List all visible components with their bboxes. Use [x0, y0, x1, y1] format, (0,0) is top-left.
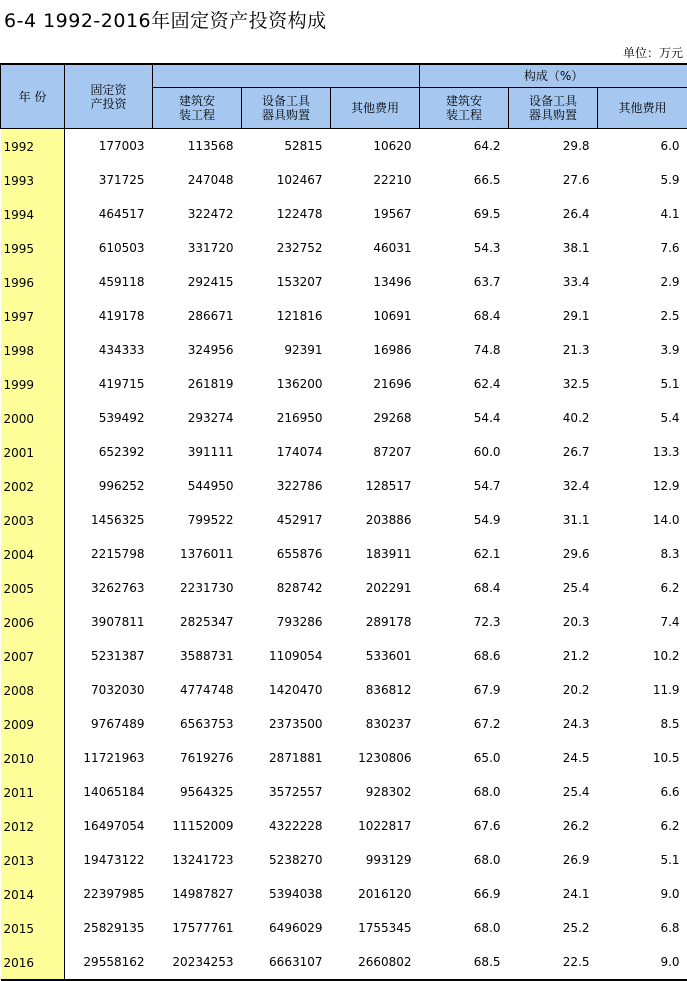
cell-pct-equipment: 33.4 — [509, 265, 598, 299]
cell-pct-other: 9.0 — [598, 877, 687, 911]
cell-total: 652392 — [65, 435, 153, 469]
table-row — [1, 843, 687, 877]
cell-pct-construction: 68.4 — [420, 571, 509, 605]
cell-year: 2007 — [1, 639, 65, 673]
table-row — [1, 265, 687, 299]
cell-year: 2002 — [1, 469, 65, 503]
cell-pct-construction: 68.0 — [420, 843, 509, 877]
cell-pct-equipment: 24.5 — [509, 741, 598, 775]
header-total — [65, 64, 153, 129]
cell-construction: 113568 — [153, 129, 242, 164]
cell-pct-equipment: 31.1 — [509, 503, 598, 537]
cell-other: 2660802 — [331, 945, 420, 980]
cell-pct-other: 9.0 — [598, 945, 687, 980]
cell-construction: 324956 — [153, 333, 242, 367]
page-title: 6-4 1992-2016年固定资产投资构成 — [4, 6, 327, 33]
cell-pct-other: 11.9 — [598, 673, 687, 707]
header-total-line2: 产投资 — [90, 97, 126, 111]
cell-other: 203886 — [331, 503, 420, 537]
header-pct-construction-line1: 建筑安 — [446, 94, 482, 108]
cell-total: 434333 — [65, 333, 153, 367]
cell-equipment: 322786 — [242, 469, 331, 503]
cell-pct-construction: 54.3 — [420, 231, 509, 265]
cell-pct-other: 7.4 — [598, 605, 687, 639]
cell-pct-equipment: 20.3 — [509, 605, 598, 639]
cell-pct-equipment: 25.4 — [509, 775, 598, 809]
cell-equipment: 136200 — [242, 367, 331, 401]
cell-equipment: 3572557 — [242, 775, 331, 809]
cell-total: 19473122 — [65, 843, 153, 877]
cell-total: 14065184 — [65, 775, 153, 809]
cell-total: 29558162 — [65, 945, 153, 980]
cell-pct-other: 4.1 — [598, 197, 687, 231]
header-composition: 构成（%） — [420, 64, 687, 88]
cell-year: 2001 — [1, 435, 65, 469]
cell-equipment: 828742 — [242, 571, 331, 605]
cell-other: 1755345 — [331, 911, 420, 945]
header-year: 年 份 — [1, 64, 65, 129]
cell-equipment: 793286 — [242, 605, 331, 639]
cell-equipment: 655876 — [242, 537, 331, 571]
cell-construction: 13241723 — [153, 843, 242, 877]
cell-other: 13496 — [331, 265, 420, 299]
cell-total: 464517 — [65, 197, 153, 231]
cell-total: 1456325 — [65, 503, 153, 537]
header-pct-equipment-line1: 设备工具 — [529, 94, 577, 108]
cell-year: 1993 — [1, 163, 65, 197]
cell-equipment: 6496029 — [242, 911, 331, 945]
cell-other: 1022817 — [331, 809, 420, 843]
header-construction-line2: 装工程 — [179, 108, 215, 122]
table-row — [1, 503, 687, 537]
cell-pct-equipment: 24.1 — [509, 877, 598, 911]
cell-total: 22397985 — [65, 877, 153, 911]
cell-construction: 9564325 — [153, 775, 242, 809]
cell-pct-construction: 63.7 — [420, 265, 509, 299]
cell-year: 1995 — [1, 231, 65, 265]
cell-pct-equipment: 26.2 — [509, 809, 598, 843]
cell-pct-equipment: 21.3 — [509, 333, 598, 367]
cell-pct-other: 8.5 — [598, 707, 687, 741]
cell-construction: 4774748 — [153, 673, 242, 707]
cell-pct-other: 7.6 — [598, 231, 687, 265]
table-row — [1, 299, 687, 333]
cell-pct-construction: 72.3 — [420, 605, 509, 639]
cell-pct-other: 2.9 — [598, 265, 687, 299]
cell-pct-equipment: 29.8 — [509, 129, 598, 164]
cell-pct-equipment: 25.2 — [509, 911, 598, 945]
cell-pct-other: 6.2 — [598, 571, 687, 605]
header-amount-group — [153, 64, 420, 88]
cell-pct-equipment: 32.5 — [509, 367, 598, 401]
cell-construction: 286671 — [153, 299, 242, 333]
cell-equipment: 452917 — [242, 503, 331, 537]
cell-construction: 544950 — [153, 469, 242, 503]
table-row — [1, 469, 687, 503]
cell-pct-other: 10.2 — [598, 639, 687, 673]
cell-equipment: 1420470 — [242, 673, 331, 707]
table-row — [1, 163, 687, 197]
cell-other: 533601 — [331, 639, 420, 673]
cell-pct-construction: 60.0 — [420, 435, 509, 469]
cell-other: 10620 — [331, 129, 420, 164]
cell-equipment: 122478 — [242, 197, 331, 231]
cell-pct-construction: 66.9 — [420, 877, 509, 911]
cell-pct-equipment: 29.6 — [509, 537, 598, 571]
cell-year: 2011 — [1, 775, 65, 809]
cell-pct-construction: 74.8 — [420, 333, 509, 367]
cell-pct-other: 5.4 — [598, 401, 687, 435]
cell-year: 2010 — [1, 741, 65, 775]
table-row — [1, 775, 687, 809]
cell-total: 25829135 — [65, 911, 153, 945]
cell-construction: 20234253 — [153, 945, 242, 980]
cell-construction: 391111 — [153, 435, 242, 469]
table-row — [1, 435, 687, 469]
investment-table — [0, 63, 687, 981]
cell-pct-other: 8.3 — [598, 537, 687, 571]
cell-construction: 293274 — [153, 401, 242, 435]
cell-construction: 11152009 — [153, 809, 242, 843]
cell-pct-construction: 68.0 — [420, 775, 509, 809]
cell-construction: 331720 — [153, 231, 242, 265]
cell-pct-construction: 62.4 — [420, 367, 509, 401]
cell-pct-construction: 62.1 — [420, 537, 509, 571]
header-total-line1: 固定资 — [90, 83, 126, 97]
cell-construction: 6563753 — [153, 707, 242, 741]
cell-pct-construction: 69.5 — [420, 197, 509, 231]
header-pct-equipment-line2: 器具购置 — [529, 108, 577, 122]
header-equipment — [242, 88, 331, 129]
cell-total: 419178 — [65, 299, 153, 333]
cell-other: 1230806 — [331, 741, 420, 775]
header-construction — [153, 88, 242, 129]
cell-pct-other: 10.5 — [598, 741, 687, 775]
cell-other: 202291 — [331, 571, 420, 605]
header-equipment-line1: 设备工具 — [262, 94, 310, 108]
table-row — [1, 673, 687, 707]
cell-other: 87207 — [331, 435, 420, 469]
cell-construction: 3588731 — [153, 639, 242, 673]
cell-equipment: 216950 — [242, 401, 331, 435]
header-other: 其他费用 — [331, 88, 420, 129]
cell-pct-equipment: 26.9 — [509, 843, 598, 877]
cell-pct-equipment: 38.1 — [509, 231, 598, 265]
cell-pct-other: 6.0 — [598, 129, 687, 164]
cell-year: 1999 — [1, 367, 65, 401]
cell-other: 993129 — [331, 843, 420, 877]
table-row — [1, 945, 687, 980]
cell-pct-construction: 68.5 — [420, 945, 509, 980]
cell-equipment: 232752 — [242, 231, 331, 265]
cell-total: 3907811 — [65, 605, 153, 639]
cell-construction: 2231730 — [153, 571, 242, 605]
cell-equipment: 92391 — [242, 333, 331, 367]
cell-pct-other: 5.1 — [598, 843, 687, 877]
cell-construction: 322472 — [153, 197, 242, 231]
cell-construction: 261819 — [153, 367, 242, 401]
cell-year: 2003 — [1, 503, 65, 537]
cell-equipment: 2373500 — [242, 707, 331, 741]
cell-pct-equipment: 29.1 — [509, 299, 598, 333]
cell-year: 1997 — [1, 299, 65, 333]
cell-other: 29268 — [331, 401, 420, 435]
cell-pct-equipment: 21.2 — [509, 639, 598, 673]
table-row — [1, 333, 687, 367]
cell-equipment: 153207 — [242, 265, 331, 299]
cell-other: 16986 — [331, 333, 420, 367]
cell-pct-other: 6.2 — [598, 809, 687, 843]
cell-other: 46031 — [331, 231, 420, 265]
table-row — [1, 741, 687, 775]
cell-pct-other: 3.9 — [598, 333, 687, 367]
cell-equipment: 121816 — [242, 299, 331, 333]
table-row — [1, 231, 687, 265]
cell-other: 22210 — [331, 163, 420, 197]
cell-pct-equipment: 40.2 — [509, 401, 598, 435]
cell-pct-equipment: 26.7 — [509, 435, 598, 469]
cell-total: 11721963 — [65, 741, 153, 775]
cell-pct-other: 2.5 — [598, 299, 687, 333]
cell-construction: 2825347 — [153, 605, 242, 639]
cell-other: 928302 — [331, 775, 420, 809]
cell-equipment: 5238270 — [242, 843, 331, 877]
cell-pct-other: 5.1 — [598, 367, 687, 401]
table-row — [1, 911, 687, 945]
cell-pct-construction: 68.4 — [420, 299, 509, 333]
cell-pct-construction: 54.7 — [420, 469, 509, 503]
cell-construction: 247048 — [153, 163, 242, 197]
cell-total: 371725 — [65, 163, 153, 197]
cell-equipment: 4322228 — [242, 809, 331, 843]
cell-pct-construction: 54.4 — [420, 401, 509, 435]
cell-total: 177003 — [65, 129, 153, 164]
cell-year: 2000 — [1, 401, 65, 435]
table-row — [1, 605, 687, 639]
cell-pct-construction: 54.9 — [420, 503, 509, 537]
cell-year: 2006 — [1, 605, 65, 639]
cell-year: 2004 — [1, 537, 65, 571]
table-row — [1, 707, 687, 741]
cell-pct-equipment: 26.4 — [509, 197, 598, 231]
cell-year: 2014 — [1, 877, 65, 911]
cell-pct-equipment: 22.5 — [509, 945, 598, 980]
cell-construction: 292415 — [153, 265, 242, 299]
cell-other: 183911 — [331, 537, 420, 571]
cell-pct-equipment: 25.4 — [509, 571, 598, 605]
cell-other: 2016120 — [331, 877, 420, 911]
table-row — [1, 571, 687, 605]
cell-other: 19567 — [331, 197, 420, 231]
cell-equipment: 6663107 — [242, 945, 331, 980]
cell-pct-construction: 68.6 — [420, 639, 509, 673]
cell-total: 2215798 — [65, 537, 153, 571]
cell-pct-construction: 68.0 — [420, 911, 509, 945]
cell-pct-other: 6.8 — [598, 911, 687, 945]
cell-other: 836812 — [331, 673, 420, 707]
cell-pct-construction: 65.0 — [420, 741, 509, 775]
cell-equipment: 1109054 — [242, 639, 331, 673]
cell-construction: 7619276 — [153, 741, 242, 775]
table-row — [1, 401, 687, 435]
cell-construction: 1376011 — [153, 537, 242, 571]
cell-construction: 799522 — [153, 503, 242, 537]
table-row — [1, 537, 687, 571]
cell-total: 5231387 — [65, 639, 153, 673]
cell-pct-equipment: 24.3 — [509, 707, 598, 741]
cell-pct-other: 5.9 — [598, 163, 687, 197]
cell-year: 2009 — [1, 707, 65, 741]
cell-year: 2012 — [1, 809, 65, 843]
table-row — [1, 639, 687, 673]
cell-year: 1994 — [1, 197, 65, 231]
cell-other: 830237 — [331, 707, 420, 741]
cell-year: 2015 — [1, 911, 65, 945]
table-row — [1, 877, 687, 911]
cell-equipment: 5394038 — [242, 877, 331, 911]
cell-pct-equipment: 27.6 — [509, 163, 598, 197]
cell-year: 1998 — [1, 333, 65, 367]
cell-equipment: 102467 — [242, 163, 331, 197]
cell-total: 7032030 — [65, 673, 153, 707]
cell-total: 459118 — [65, 265, 153, 299]
cell-equipment: 2871881 — [242, 741, 331, 775]
cell-other: 289178 — [331, 605, 420, 639]
cell-pct-construction: 67.6 — [420, 809, 509, 843]
cell-pct-construction: 67.9 — [420, 673, 509, 707]
cell-pct-other: 13.3 — [598, 435, 687, 469]
cell-pct-other: 12.9 — [598, 469, 687, 503]
cell-year: 1992 — [1, 129, 65, 164]
cell-construction: 14987827 — [153, 877, 242, 911]
cell-total: 996252 — [65, 469, 153, 503]
cell-total: 3262763 — [65, 571, 153, 605]
header-equipment-line2: 器具购置 — [262, 108, 310, 122]
cell-year: 2005 — [1, 571, 65, 605]
cell-other: 128517 — [331, 469, 420, 503]
cell-pct-construction: 66.5 — [420, 163, 509, 197]
cell-year: 2016 — [1, 945, 65, 980]
cell-pct-other: 14.0 — [598, 503, 687, 537]
header-pct-other: 其他费用 — [598, 88, 687, 129]
cell-pct-equipment: 32.4 — [509, 469, 598, 503]
table-row — [1, 129, 687, 164]
table-body — [1, 129, 687, 981]
cell-pct-other: 6.6 — [598, 775, 687, 809]
header-construction-line1: 建筑安 — [179, 94, 215, 108]
header-pct-construction-line2: 装工程 — [446, 108, 482, 122]
cell-pct-construction: 67.2 — [420, 707, 509, 741]
cell-other: 21696 — [331, 367, 420, 401]
cell-construction: 17577761 — [153, 911, 242, 945]
cell-year: 1996 — [1, 265, 65, 299]
cell-total: 610503 — [65, 231, 153, 265]
table-row — [1, 367, 687, 401]
cell-total: 419715 — [65, 367, 153, 401]
cell-pct-construction: 64.2 — [420, 129, 509, 164]
header-pct-construction — [420, 88, 509, 129]
cell-year: 2008 — [1, 673, 65, 707]
cell-other: 10691 — [331, 299, 420, 333]
header-pct-equipment — [509, 88, 598, 129]
cell-pct-equipment: 20.2 — [509, 673, 598, 707]
cell-equipment: 52815 — [242, 129, 331, 164]
cell-year: 2013 — [1, 843, 65, 877]
unit-label: 单位：万元 — [623, 44, 683, 61]
cell-equipment: 174074 — [242, 435, 331, 469]
cell-total: 9767489 — [65, 707, 153, 741]
cell-total: 16497054 — [65, 809, 153, 843]
table-row — [1, 197, 687, 231]
table-row — [1, 809, 687, 843]
cell-total: 539492 — [65, 401, 153, 435]
